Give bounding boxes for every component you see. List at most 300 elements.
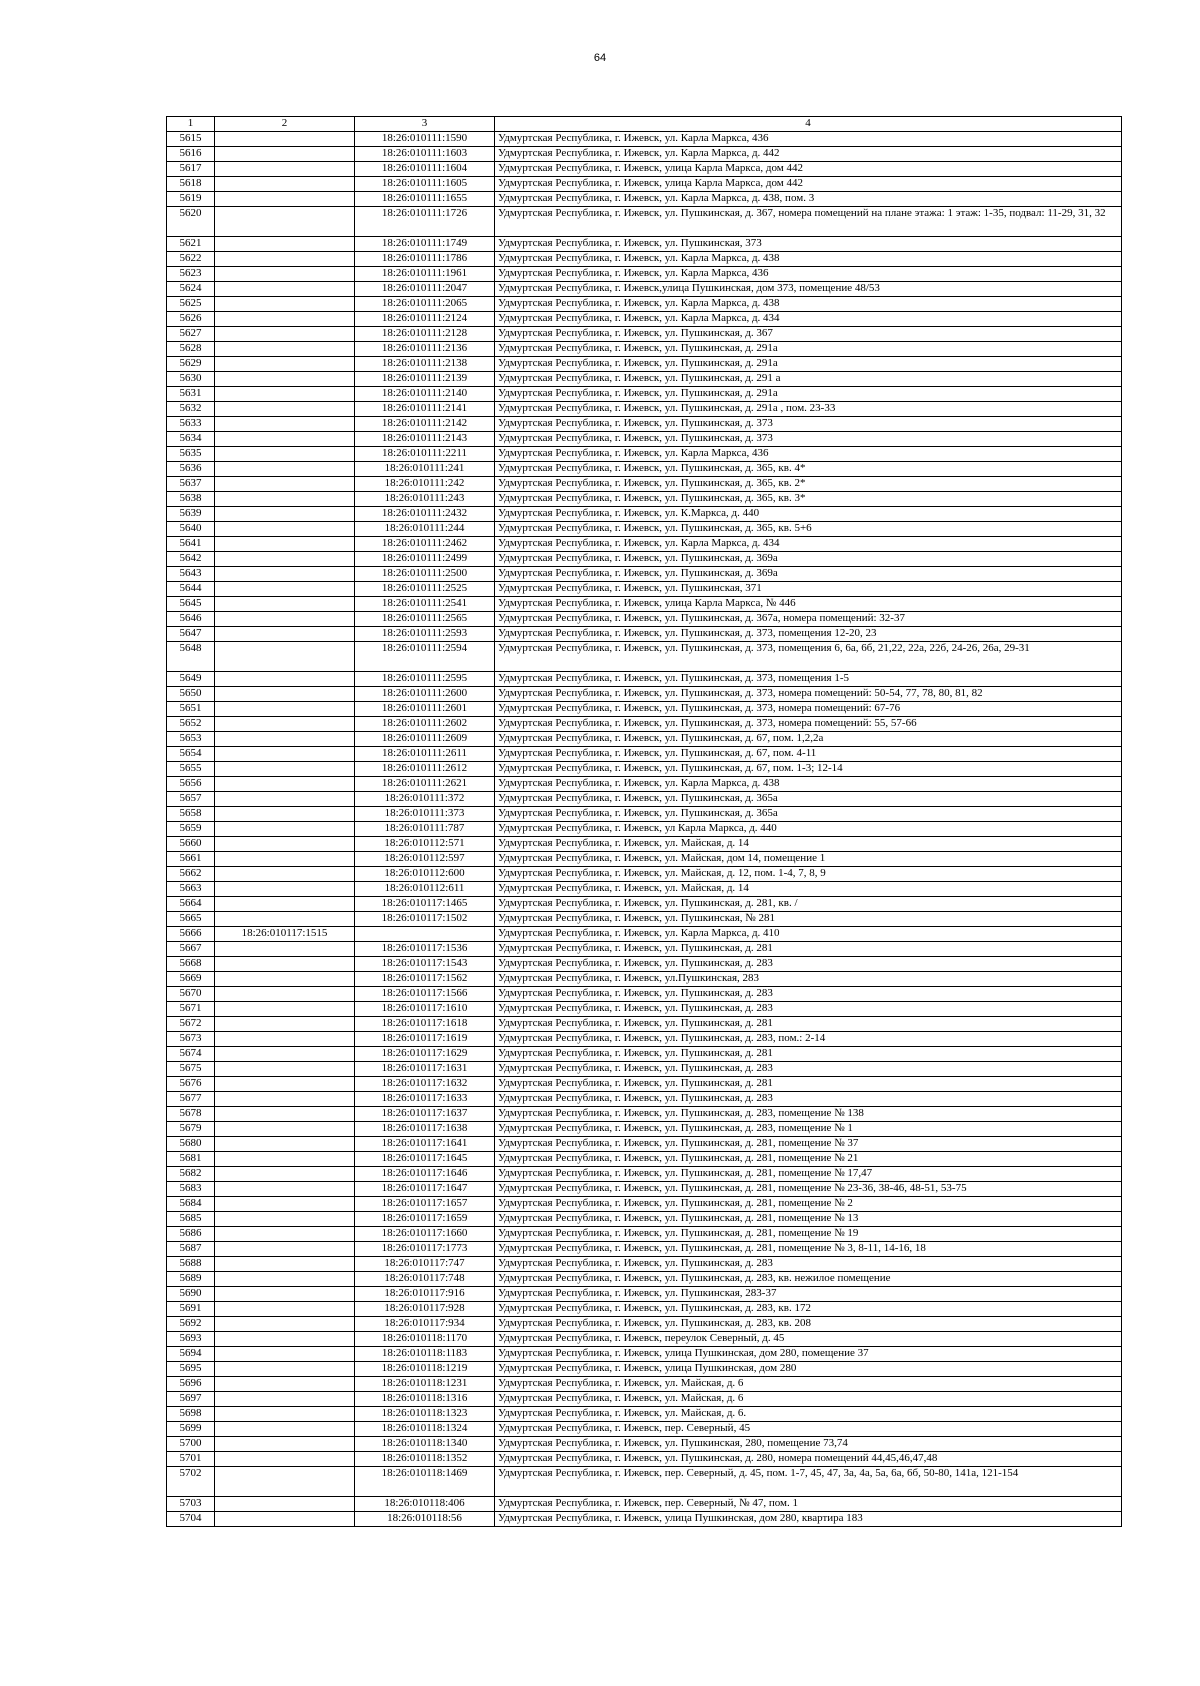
cadastral-number: 18:26:010111:2602	[355, 717, 495, 732]
row-number: 5627	[167, 327, 215, 342]
row-number: 5687	[167, 1242, 215, 1257]
row-number: 5697	[167, 1392, 215, 1407]
cadastral-number: 18:26:010111:2462	[355, 537, 495, 552]
row-number: 5624	[167, 282, 215, 297]
column-2-cell	[215, 867, 355, 882]
address: Удмуртская Республика, г. Ижевск, ул. Пушкинская, д. 373, помещения 1-5	[495, 672, 1122, 687]
row-number: 5616	[167, 147, 215, 162]
table-row	[167, 897, 1122, 912]
address: Удмуртская Республика, г. Ижевск, ул. Пушкинская, д. 291а	[495, 357, 1122, 372]
table-row	[167, 627, 1122, 642]
cadastral-number: 18:26:010111:1961	[355, 267, 495, 282]
table-row	[167, 477, 1122, 492]
table-row	[167, 1437, 1122, 1452]
cadastral-number: 18:26:010111:2612	[355, 762, 495, 777]
cadastral-number	[355, 927, 495, 942]
column-2-cell	[215, 582, 355, 597]
cadastral-number: 18:26:010117:1633	[355, 1092, 495, 1107]
cadastral-number: 18:26:010117:1660	[355, 1227, 495, 1242]
address: Удмуртская Республика, г. Ижевск, переулок Северный, д. 45	[495, 1332, 1122, 1347]
row-number: 5652	[167, 717, 215, 732]
row-number: 5633	[167, 417, 215, 432]
table-row	[167, 852, 1122, 867]
address: Удмуртская Республика, г. Ижевск, ул. Пушкинская, д. 365, кв. 3*	[495, 492, 1122, 507]
cadastral-number: 18:26:010111:2621	[355, 777, 495, 792]
row-number: 5622	[167, 252, 215, 267]
column-2-cell	[215, 702, 355, 717]
column-2-cell	[215, 1002, 355, 1017]
table-row	[167, 1212, 1122, 1227]
table-row	[167, 192, 1122, 207]
column-2-cell	[215, 672, 355, 687]
cadastral-number: 18:26:010111:2601	[355, 702, 495, 717]
cadastral-number: 18:26:010117:1632	[355, 1077, 495, 1092]
cadastral-number: 18:26:010111:2128	[355, 327, 495, 342]
cadastral-number: 18:26:010117:1638	[355, 1122, 495, 1137]
column-2-cell	[215, 477, 355, 492]
column-2-cell	[215, 252, 355, 267]
address: Удмуртская Республика, г. Ижевск, ул. Пушкинская, 373	[495, 237, 1122, 252]
address: Удмуртская Республика, г. Ижевск, ул. Пушкинская, д. 283, кв. 172	[495, 1302, 1122, 1317]
row-number: 5639	[167, 507, 215, 522]
cadastral-number: 18:26:010111:2047	[355, 282, 495, 297]
row-number: 5678	[167, 1107, 215, 1122]
address: Удмуртская Республика, г. Ижевск, ул. Пушкинская, д. 369а	[495, 552, 1122, 567]
cadastral-number: 18:26:010111:2541	[355, 597, 495, 612]
column-2-cell	[215, 162, 355, 177]
address: Удмуртская Республика, г. Ижевск, ул. Карла Маркса, д. 434	[495, 537, 1122, 552]
cadastral-number: 18:26:010111:2611	[355, 747, 495, 762]
table-row	[167, 987, 1122, 1002]
row-number: 5655	[167, 762, 215, 777]
table-row	[167, 417, 1122, 432]
row-number: 5684	[167, 1197, 215, 1212]
cadastral-number: 18:26:010111:2525	[355, 582, 495, 597]
cadastral-number: 18:26:010111:787	[355, 822, 495, 837]
cadastral-number: 18:26:010112:600	[355, 867, 495, 882]
address: Удмуртская Республика, г. Ижевск, ул. Пушкинская, д. 283, кв. 208	[495, 1317, 1122, 1332]
address: Удмуртская Республика, г. Ижевск, ул. Пушкинская, д. 373, номера помещений: 55, 57-66	[495, 717, 1122, 732]
cadastral-number: 18:26:010117:1646	[355, 1167, 495, 1182]
column-2-cell	[215, 297, 355, 312]
row-number: 5686	[167, 1227, 215, 1242]
column-2-cell	[215, 537, 355, 552]
table-row	[167, 1137, 1122, 1152]
table-row	[167, 1152, 1122, 1167]
cadastral-number: 18:26:010111:1726	[355, 207, 495, 237]
column-2-cell	[215, 192, 355, 207]
table-row	[167, 402, 1122, 417]
cadastral-number: 18:26:010117:1536	[355, 942, 495, 957]
address: Удмуртская Республика, г. Ижевск, ул. Майская, дом 14, помещение 1	[495, 852, 1122, 867]
table-row	[167, 732, 1122, 747]
cadastral-number: 18:26:010117:1629	[355, 1047, 495, 1062]
column-2-cell	[215, 1092, 355, 1107]
column-2-cell	[215, 327, 355, 342]
cadastral-number: 18:26:010117:1773	[355, 1242, 495, 1257]
column-2-cell	[215, 1062, 355, 1077]
cadastral-number: 18:26:010118:1170	[355, 1332, 495, 1347]
cadastral-number: 18:26:010118:1219	[355, 1362, 495, 1377]
table-row	[167, 1317, 1122, 1332]
column-2-cell	[215, 342, 355, 357]
address: Удмуртская Республика, г. Ижевск, ул. Пушкинская, д. 67, пом. 1-3; 12-14	[495, 762, 1122, 777]
table-row	[167, 582, 1122, 597]
address: Удмуртская Республика, г. Ижевск, ул. Пушкинская, 280, помещение 73,74	[495, 1437, 1122, 1452]
table-row	[167, 1167, 1122, 1182]
row-number: 5701	[167, 1452, 215, 1467]
cadastral-number: 18:26:010111:1604	[355, 162, 495, 177]
column-2-cell	[215, 1227, 355, 1242]
column-2-cell	[215, 942, 355, 957]
row-number: 5689	[167, 1272, 215, 1287]
row-number: 5650	[167, 687, 215, 702]
row-number: 5670	[167, 987, 215, 1002]
row-number: 5704	[167, 1512, 215, 1527]
table-row	[167, 1272, 1122, 1287]
row-number: 5656	[167, 777, 215, 792]
table-row	[167, 1392, 1122, 1407]
address: Удмуртская Республика, г. Ижевск, ул. Пушкинская, д. 291а , пом. 23-33	[495, 402, 1122, 417]
column-2-cell	[215, 417, 355, 432]
column-2-cell	[215, 1242, 355, 1257]
column-2-cell	[215, 717, 355, 732]
row-number: 5638	[167, 492, 215, 507]
address: Удмуртская Республика, г. Ижевск, ул. Пушкинская, д. 281, помещение № 3, 8-11, 14-16, 18	[495, 1242, 1122, 1257]
row-number: 5703	[167, 1497, 215, 1512]
table-row	[167, 282, 1122, 297]
table-row	[167, 387, 1122, 402]
table-body	[167, 132, 1122, 1527]
address: Удмуртская Республика, г. Ижевск, ул. Пушкинская, д. 281, помещение № 37	[495, 1137, 1122, 1152]
cadastral-number: 18:26:010111:2138	[355, 357, 495, 372]
table-row	[167, 717, 1122, 732]
table-row	[167, 777, 1122, 792]
table-row	[167, 267, 1122, 282]
table-row	[167, 1242, 1122, 1257]
column-2-cell	[215, 522, 355, 537]
address: Удмуртская Республика, г. Ижевск, улица Пушкинская, дом 280, помещение 37	[495, 1347, 1122, 1362]
cadastral-number: 18:26:010118:1352	[355, 1452, 495, 1467]
header-row	[167, 117, 1122, 132]
cadastral-number: 18:26:010111:2593	[355, 627, 495, 642]
table-row	[167, 882, 1122, 897]
address: Удмуртская Республика, г. Ижевск, ул. Пушкинская, д. 281	[495, 1047, 1122, 1062]
table-row	[167, 522, 1122, 537]
column-2-cell: 18:26:010117:1515	[215, 927, 355, 942]
column-2-cell	[215, 1257, 355, 1272]
table-row	[167, 177, 1122, 192]
row-number: 5640	[167, 522, 215, 537]
address: Удмуртская Республика, г. Ижевск, ул. Пушкинская, д. 280, номера помещений 44,45,46,47,48	[495, 1452, 1122, 1467]
cadastral-number: 18:26:010111:1749	[355, 237, 495, 252]
table-header	[167, 117, 1122, 132]
address: Удмуртская Республика, г. Ижевск, ул. Пушкинская, д. 281, помещение № 21	[495, 1152, 1122, 1167]
cadastral-number: 18:26:010117:1610	[355, 1002, 495, 1017]
registry-table	[166, 116, 1122, 1527]
column-2-cell	[215, 357, 355, 372]
table-row	[167, 972, 1122, 987]
address: Удмуртская Республика, г. Ижевск, ул. Пушкинская, д. 365, кв. 2*	[495, 477, 1122, 492]
row-number: 5692	[167, 1317, 215, 1332]
row-number: 5629	[167, 357, 215, 372]
cadastral-number: 18:26:010117:1619	[355, 1032, 495, 1047]
cadastral-number: 18:26:010112:597	[355, 852, 495, 867]
cadastral-number: 18:26:010111:2124	[355, 312, 495, 327]
column-2-cell	[215, 1362, 355, 1377]
row-number: 5618	[167, 177, 215, 192]
column-2-cell	[215, 147, 355, 162]
address: Удмуртская Республика, г. Ижевск, ул. Пушкинская, д. 281, помещение № 17,47	[495, 1167, 1122, 1182]
cadastral-number: 18:26:010117:1637	[355, 1107, 495, 1122]
column-2-cell	[215, 837, 355, 852]
table-row	[167, 1422, 1122, 1437]
row-number: 5671	[167, 1002, 215, 1017]
address: Удмуртская Республика, г. Ижевск, ул. Карла Маркса, д. 434	[495, 312, 1122, 327]
cadastral-number: 18:26:010111:2594	[355, 642, 495, 672]
table-row	[167, 1182, 1122, 1197]
address: Удмуртская Республика, г. Ижевск, ул. Карла Маркса, д. 438	[495, 252, 1122, 267]
row-number: 5636	[167, 462, 215, 477]
address: Удмуртская Республика, г. Ижевск, ул. Пушкинская, д. 365, кв. 5+6	[495, 522, 1122, 537]
row-number: 5648	[167, 642, 215, 672]
column-2-cell	[215, 1167, 355, 1182]
table-row	[167, 1362, 1122, 1377]
address: Удмуртская Республика, г. Ижевск, ул. Пушкинская, д. 283, кв. нежилое помещение	[495, 1272, 1122, 1287]
cadastral-number: 18:26:010118:1231	[355, 1377, 495, 1392]
column-2-cell	[215, 1467, 355, 1497]
column-2-cell	[215, 387, 355, 402]
cadastral-number: 18:26:010117:1631	[355, 1062, 495, 1077]
row-number: 5643	[167, 567, 215, 582]
column-2-cell	[215, 687, 355, 702]
table-row	[167, 447, 1122, 462]
cadastral-number: 18:26:010111:2140	[355, 387, 495, 402]
column-2-cell	[215, 1452, 355, 1467]
table-row	[167, 672, 1122, 687]
table-row	[167, 1107, 1122, 1122]
column-2-cell	[215, 1077, 355, 1092]
column-2-cell	[215, 852, 355, 867]
cadastral-number: 18:26:010117:1465	[355, 897, 495, 912]
cadastral-number: 18:26:010111:2595	[355, 672, 495, 687]
column-2-cell	[215, 1122, 355, 1137]
row-number: 5695	[167, 1362, 215, 1377]
table-row	[167, 567, 1122, 582]
column-2-cell	[215, 1182, 355, 1197]
table-row	[167, 1122, 1122, 1137]
column-2-cell	[215, 1332, 355, 1347]
table-row	[167, 792, 1122, 807]
column-2-cell	[215, 552, 355, 567]
address: Удмуртская Республика, г. Ижевск, ул. Пушкинская, д. 373, номера помещений: 50-54, 77, 78, 80, 81, 82	[495, 687, 1122, 702]
cadastral-number: 18:26:010117:1645	[355, 1152, 495, 1167]
row-number: 5635	[167, 447, 215, 462]
address: Удмуртская Республика, г. Ижевск, ул. Пушкинская, д. 365, кв. 4*	[495, 462, 1122, 477]
row-number: 5665	[167, 912, 215, 927]
row-number: 5672	[167, 1017, 215, 1032]
column-2-cell	[215, 237, 355, 252]
column-2-cell	[215, 1407, 355, 1422]
address: Удмуртская Республика, г. Ижевск, ул. Пушкинская, д. 281	[495, 1017, 1122, 1032]
column-2-cell	[215, 807, 355, 822]
column-2-cell	[215, 897, 355, 912]
cadastral-number: 18:26:010118:406	[355, 1497, 495, 1512]
table-row	[167, 327, 1122, 342]
column-2-cell	[215, 642, 355, 672]
column-2-cell	[215, 972, 355, 987]
column-2-cell	[215, 402, 355, 417]
table-row	[167, 432, 1122, 447]
address: Удмуртская Республика, г. Ижевск, ул. Майская, д. 14	[495, 837, 1122, 852]
address: Удмуртская Республика, г. Ижевск, ул. Пушкинская, д. 291 а	[495, 372, 1122, 387]
row-number: 5659	[167, 822, 215, 837]
address: Удмуртская Республика, г. Ижевск, ул. Пушкинская, д. 373	[495, 432, 1122, 447]
cadastral-number: 18:26:010111:2143	[355, 432, 495, 447]
address: Удмуртская Республика, г. Ижевск, ул. Карла Маркса, д. 438	[495, 777, 1122, 792]
column-2-cell	[215, 627, 355, 642]
address: Удмуртская Республика, г. Ижевск, ул. Пушкинская, д. 283, помещение № 1	[495, 1122, 1122, 1137]
row-number: 5681	[167, 1152, 215, 1167]
cadastral-number: 18:26:010111:2609	[355, 732, 495, 747]
cadastral-number: 18:26:010111:1655	[355, 192, 495, 207]
address: Удмуртская Республика, г. Ижевск, ул. Пушкинская, д. 367	[495, 327, 1122, 342]
column-2-cell	[215, 1347, 355, 1362]
cadastral-number: 18:26:010117:1566	[355, 987, 495, 1002]
address: Удмуртская Республика, г. Ижевск, ул. Пушкинская, д. 281, помещение № 13	[495, 1212, 1122, 1227]
table-row	[167, 237, 1122, 252]
cadastral-number: 18:26:010111:2432	[355, 507, 495, 522]
table-row	[167, 1062, 1122, 1077]
address: Удмуртская Республика, г. Ижевск, ул. Пушкинская, д. 281	[495, 1077, 1122, 1092]
row-number: 5679	[167, 1122, 215, 1137]
row-number: 5634	[167, 432, 215, 447]
column-header-1: 1	[167, 117, 215, 132]
page-number: 64	[593, 52, 607, 64]
column-2-cell	[215, 1437, 355, 1452]
cadastral-number: 18:26:010118:1323	[355, 1407, 495, 1422]
table-row	[167, 1407, 1122, 1422]
table-row	[167, 462, 1122, 477]
row-number: 5683	[167, 1182, 215, 1197]
address: Удмуртская Республика, г. Ижевск, ул. Пушкинская, д. 283, пом.: 2-14	[495, 1032, 1122, 1047]
table-row	[167, 552, 1122, 567]
row-number: 5690	[167, 1287, 215, 1302]
cadastral-number: 18:26:010111:2142	[355, 417, 495, 432]
address: Удмуртская Республика, г. Ижевск, ул. Майская, д. 12, пом. 1-4, 7, 8, 9	[495, 867, 1122, 882]
column-2-cell	[215, 267, 355, 282]
table-row	[167, 147, 1122, 162]
cadastral-number: 18:26:010111:1786	[355, 252, 495, 267]
row-number: 5661	[167, 852, 215, 867]
table-row	[167, 867, 1122, 882]
cadastral-number: 18:26:010112:571	[355, 837, 495, 852]
column-2-cell	[215, 1272, 355, 1287]
address: Удмуртская Республика, г. Ижевск, ул. Пушкинская, д. 367а, номера помещений: 32-37	[495, 612, 1122, 627]
row-number: 5630	[167, 372, 215, 387]
column-2-cell	[215, 1497, 355, 1512]
table-row	[167, 372, 1122, 387]
row-number: 5654	[167, 747, 215, 762]
column-2-cell	[215, 822, 355, 837]
column-2-cell	[215, 1137, 355, 1152]
column-2-cell	[215, 1392, 355, 1407]
column-2-cell	[215, 597, 355, 612]
cadastral-number: 18:26:010118:1316	[355, 1392, 495, 1407]
cadastral-number: 18:26:010111:373	[355, 807, 495, 822]
column-2-cell	[215, 1512, 355, 1527]
table-row	[167, 837, 1122, 852]
row-number: 5673	[167, 1032, 215, 1047]
row-number: 5662	[167, 867, 215, 882]
cadastral-number: 18:26:010111:2211	[355, 447, 495, 462]
cadastral-number: 18:26:010117:1562	[355, 972, 495, 987]
row-number: 5693	[167, 1332, 215, 1347]
column-2-cell	[215, 447, 355, 462]
column-2-cell	[215, 462, 355, 477]
table-row	[167, 1257, 1122, 1272]
cadastral-number: 18:26:010117:1647	[355, 1182, 495, 1197]
address: Удмуртская Республика, г. Ижевск, ул. Карла Маркса, д. 438, пом. 3	[495, 192, 1122, 207]
row-number: 5694	[167, 1347, 215, 1362]
column-2-cell	[215, 132, 355, 147]
address: Удмуртская Республика, г. Ижевск,улица Пушкинская, дом 373, помещение 48/53	[495, 282, 1122, 297]
cadastral-number: 18:26:010111:2499	[355, 552, 495, 567]
address: Удмуртская Республика, г. Ижевск, улица Пушкинская, дом 280, квартира 183	[495, 1512, 1122, 1527]
table-row	[167, 1512, 1122, 1527]
address: Удмуртская Республика, г. Ижевск, ул. Карла Маркса, д. 438	[495, 297, 1122, 312]
column-2-cell	[215, 882, 355, 897]
address: Удмуртская Республика, г. Ижевск, ул. Майская, д. 14	[495, 882, 1122, 897]
address: Удмуртская Республика, г. Ижевск, пер. Северный, № 47, пом. 1	[495, 1497, 1122, 1512]
row-number: 5649	[167, 672, 215, 687]
table-row	[167, 1497, 1122, 1512]
column-2-cell	[215, 312, 355, 327]
column-2-cell	[215, 1032, 355, 1047]
column-2-cell	[215, 1152, 355, 1167]
column-2-cell	[215, 747, 355, 762]
column-2-cell	[215, 1047, 355, 1062]
table-row	[167, 927, 1122, 942]
address: Удмуртская Республика, г. Ижевск, ул. Пушкинская, д. 283	[495, 987, 1122, 1002]
row-number: 5675	[167, 1062, 215, 1077]
row-number: 5674	[167, 1047, 215, 1062]
row-number: 5702	[167, 1467, 215, 1497]
address: Удмуртская Республика, г. Ижевск, ул. Пушкинская, д. 373, номера помещений: 67-76	[495, 702, 1122, 717]
column-2-cell	[215, 207, 355, 237]
address: Удмуртская Республика, г. Ижевск, ул. Карла Маркса, 436	[495, 447, 1122, 462]
table-row	[167, 207, 1122, 237]
row-number: 5677	[167, 1092, 215, 1107]
row-number: 5657	[167, 792, 215, 807]
row-number: 5620	[167, 207, 215, 237]
column-2-cell	[215, 612, 355, 627]
table-row	[167, 1377, 1122, 1392]
table-row	[167, 492, 1122, 507]
row-number: 5651	[167, 702, 215, 717]
table-row	[167, 762, 1122, 777]
row-number: 5637	[167, 477, 215, 492]
table-row	[167, 1017, 1122, 1032]
column-2-cell	[215, 1302, 355, 1317]
table-row	[167, 642, 1122, 672]
table-row	[167, 132, 1122, 147]
table-row	[167, 507, 1122, 522]
cadastral-number: 18:26:010118:1183	[355, 1347, 495, 1362]
column-2-cell	[215, 777, 355, 792]
table-row	[167, 1197, 1122, 1212]
cadastral-number: 18:26:010111:2136	[355, 342, 495, 357]
